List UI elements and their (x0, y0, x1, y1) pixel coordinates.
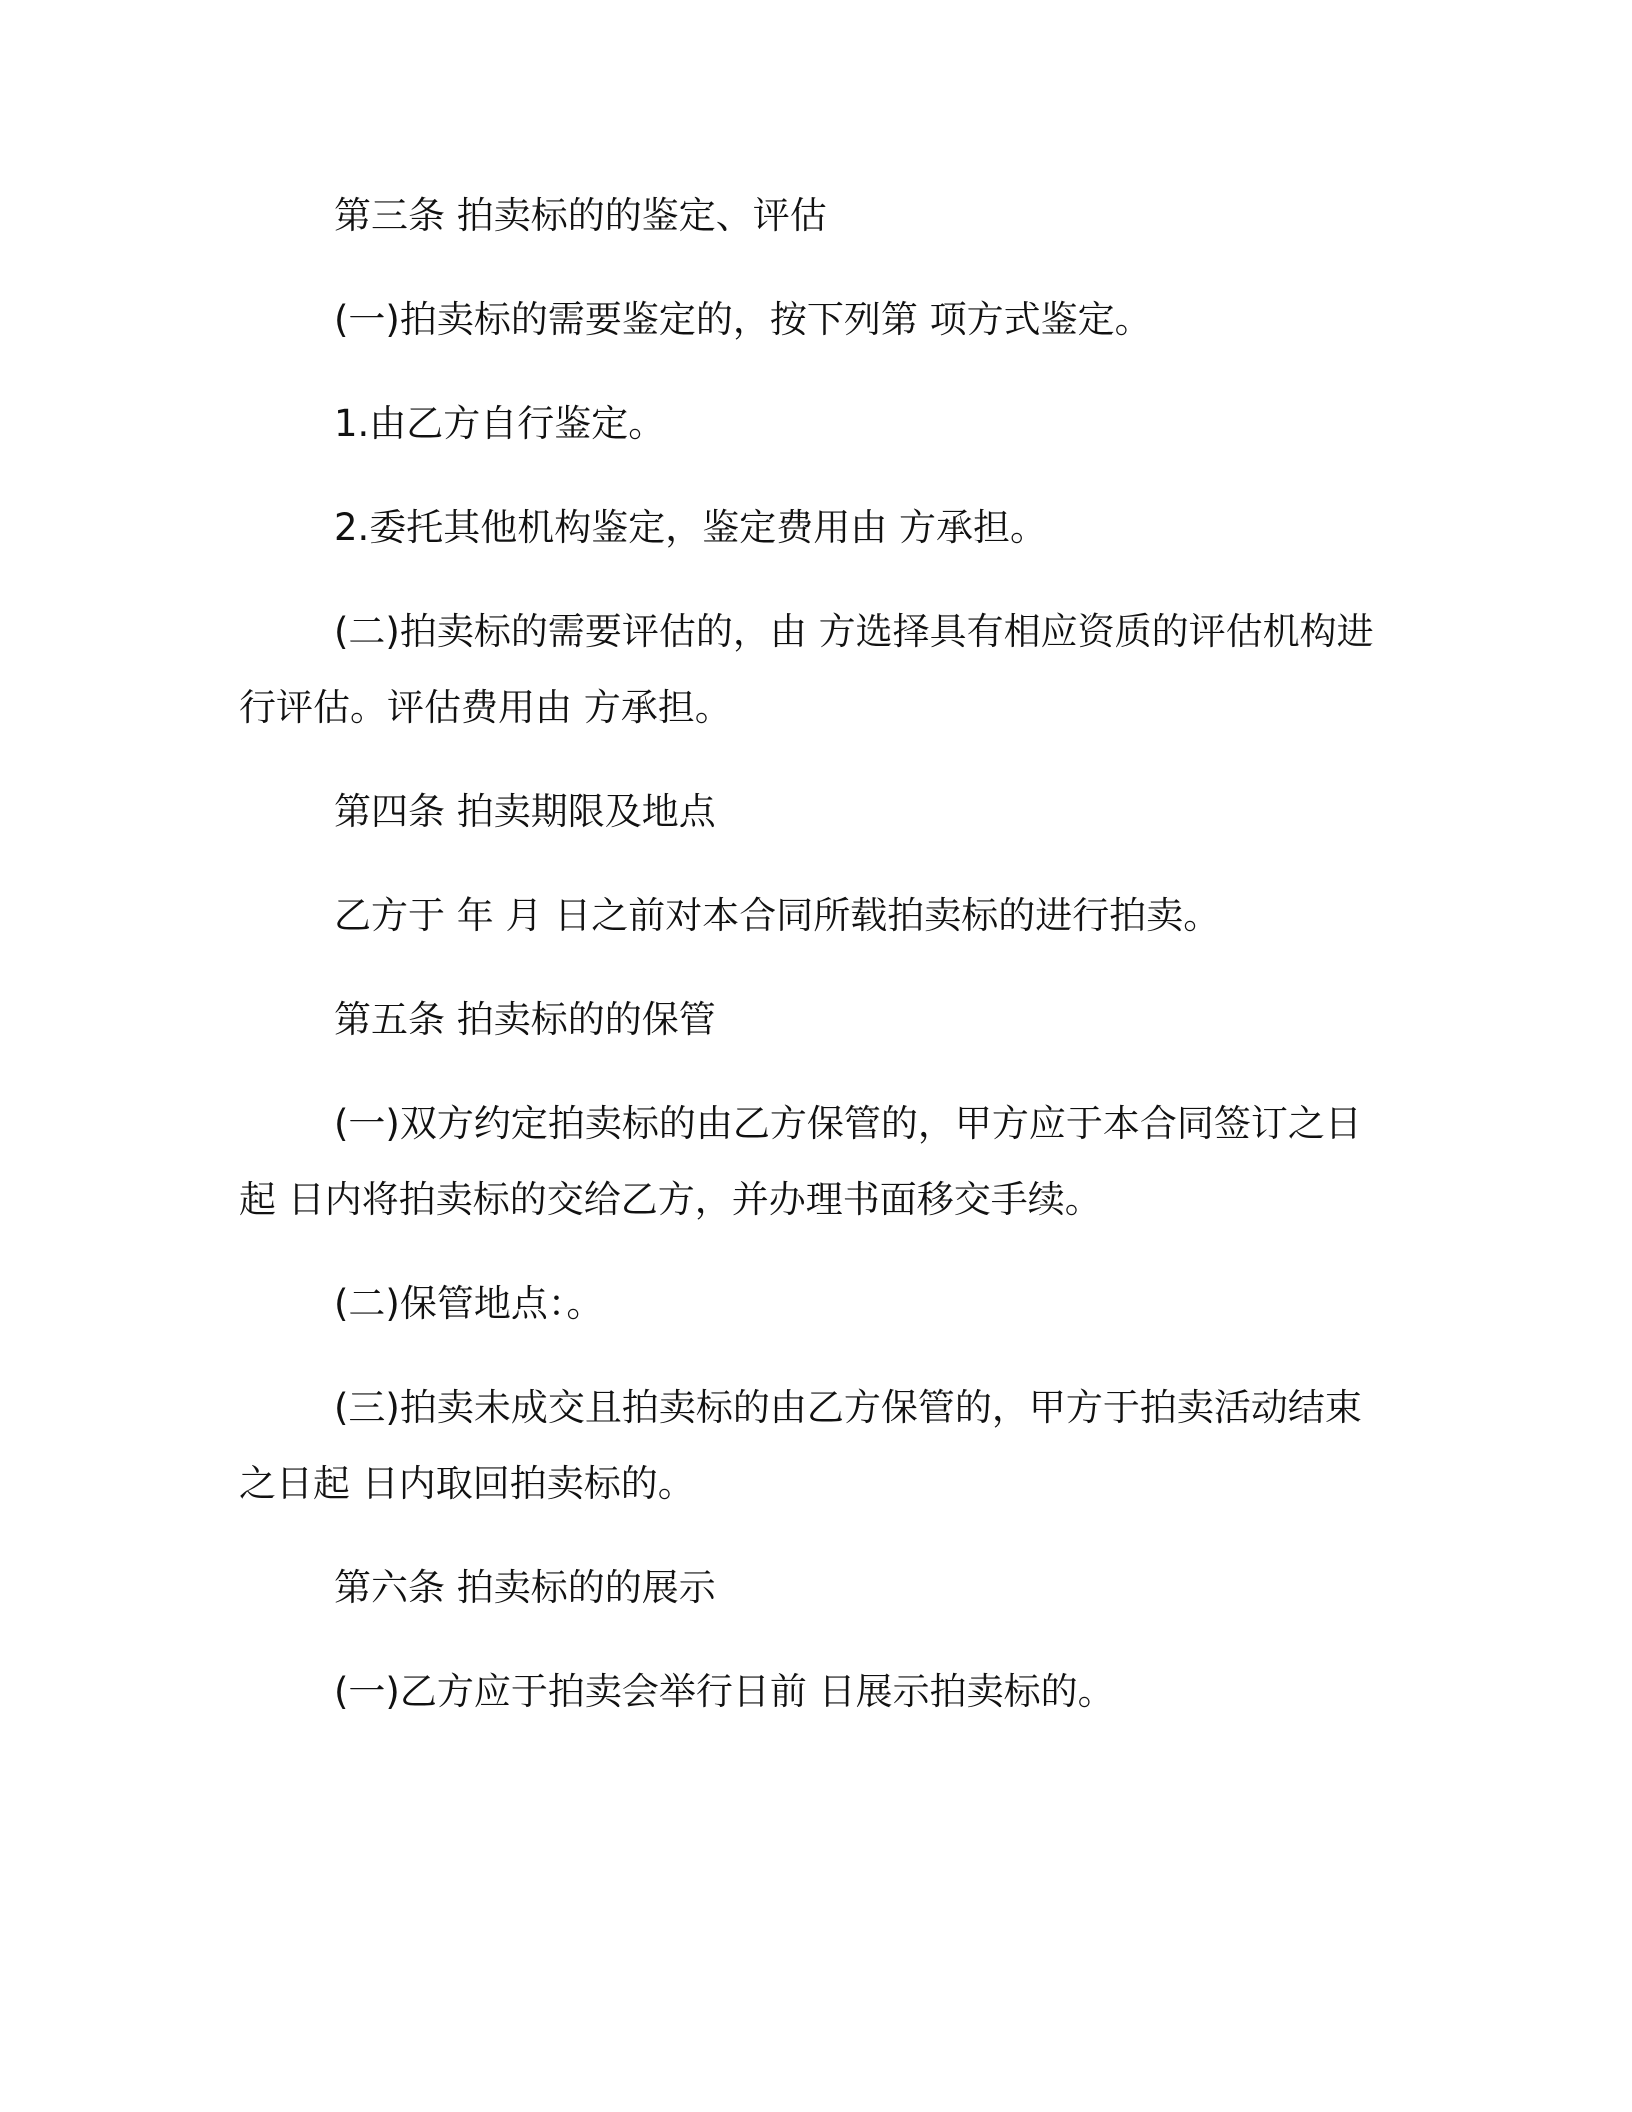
article-3-heading: 第三条 拍卖标的的鉴定、评估 (334, 194, 827, 237)
article-5-clause-2: (二)保管地点：。 (334, 1282, 604, 1325)
article-4-body: 乙方于 年 月 日之前对本合同所载拍卖标的进行拍卖。 (334, 894, 1221, 937)
article-5-clause-3-line-2: 之日起 日内取回拍卖标的。 (239, 1462, 695, 1505)
article-4-heading: 第四条 拍卖期限及地点 (334, 790, 716, 833)
article-3-option-1: 1.由乙方自行鉴定。 (334, 402, 666, 445)
article-3-clause-1: (一)拍卖标的需要鉴定的，按下列第 项方式鉴定。 (334, 298, 1152, 341)
article-6-heading: 第六条 拍卖标的的展示 (334, 1566, 716, 1609)
article-6-clause-1: (一)乙方应于拍卖会举行日前 日展示拍卖标的。 (334, 1670, 1115, 1713)
article-5-heading: 第五条 拍卖标的的保管 (334, 998, 716, 1041)
article-5-clause-1-line-1: (一)双方约定拍卖标的由乙方保管的，甲方应于本合同签订之日 (334, 1102, 1362, 1145)
article-5-clause-1-line-2: 起 日内将拍卖标的交给乙方，并办理书面移交手续。 (239, 1178, 1102, 1221)
article-3-clause-2-line-2: 行评估。评估费用由 方承担。 (239, 686, 732, 729)
article-5-clause-3-line-1: (三)拍卖未成交且拍卖标的由乙方保管的，甲方于拍卖活动结束 (334, 1386, 1362, 1429)
article-3-option-2: 2.委托其他机构鉴定，鉴定费用由 方承担。 (334, 506, 1048, 549)
article-3-clause-2-line-1: (二)拍卖标的需要评估的，由 方选择具有相应资质的评估机构进 (334, 610, 1374, 653)
